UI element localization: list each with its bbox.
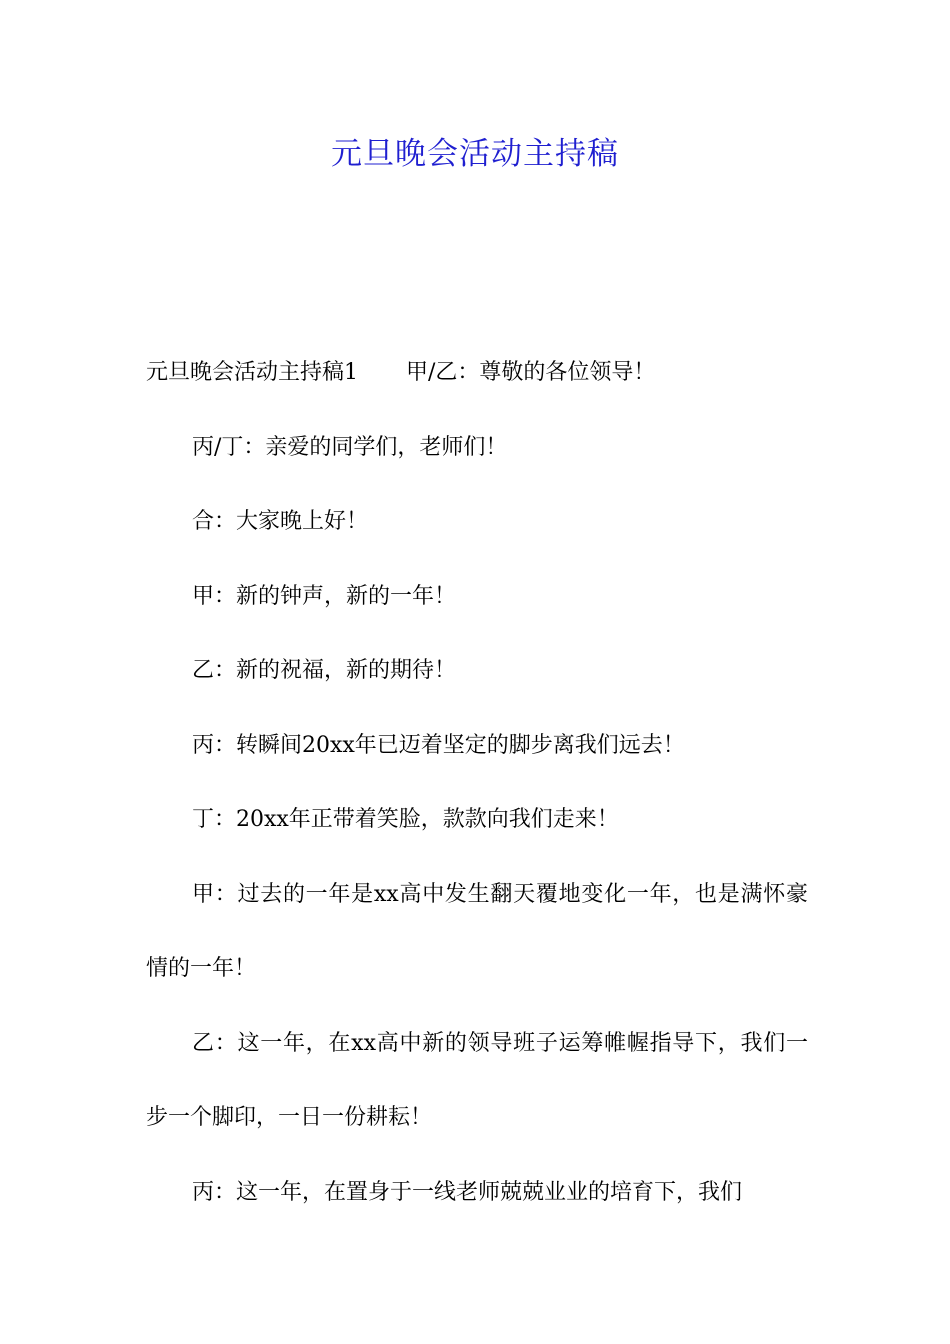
document-title: 元旦晚会活动主持稿 [331, 136, 619, 172]
document-body [146, 336, 808, 1230]
paragraph: 甲：过去的一年是xx高中发生翻天覆地变化一年，也是满怀豪情的一年！ [146, 881, 808, 981]
paragraph: 丙/丁：亲爱的同学们，老师们！ [192, 434, 508, 460]
paragraph: 甲：新的钟声，新的一年！ [192, 583, 457, 609]
paragraph: 乙：新的祝福，新的期待！ [192, 658, 457, 683]
paragraph: 丁：20xx年正带着笑脸，款款向我们走来！ [192, 807, 619, 832]
paragraph: 合：大家晚上好！ [192, 509, 369, 534]
opening-speech: 甲/乙：尊敬的各位领导！ [406, 360, 656, 385]
first-paragraph [146, 336, 808, 411]
section-heading: 元旦晚会活动主持稿1 [146, 360, 358, 385]
paragraph: 乙：这一年，在xx高中新的领导班子运筹帷幄指导下，我们一步一个脚印，一日一份耕耘！ [146, 1030, 808, 1130]
paragraph: 丙：转瞬间20xx年已迈着坚定的脚步离我们远去！ [192, 732, 685, 758]
paragraph: 丙：这一年，在置身于一线老师兢兢业业的培育下，我们 [192, 1179, 743, 1205]
